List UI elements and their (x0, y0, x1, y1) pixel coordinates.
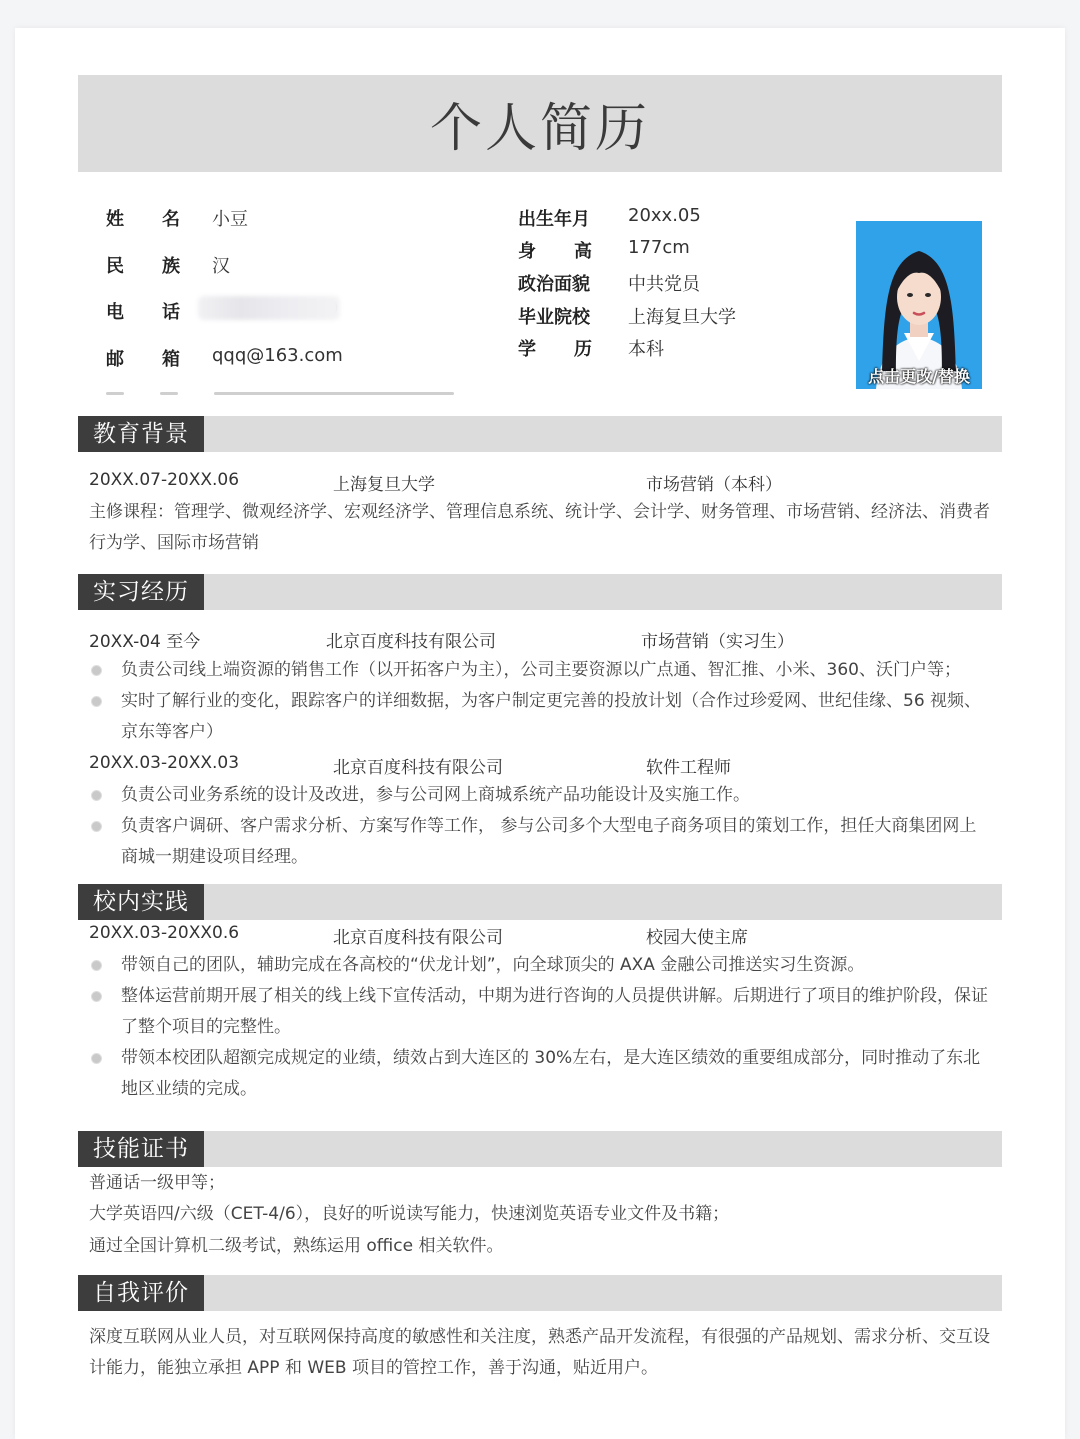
section-skills-title: 技能证书 (78, 1131, 204, 1167)
degree-label-char-2: 历 (574, 339, 592, 360)
education-courses: 主修课程：管理学、微观经济学、宏观经济学、管理信息系统、统计学、会计学、财务管理、市场营销、经济法、消费者行为学、国际市场营销 (89, 502, 990, 553)
campus-bullet-1-text: 带领自己的团队，辅助完成在各高校的“伏龙计划”，向全球顶尖的 AXA 金融公司推送实习生资源。 (121, 955, 865, 975)
job-1-bullet-1-text: 负责公司线上端资源的销售工作（以开拓客户为主），公司主要资源以广点通、智汇推、小米、360、沃门户等； (121, 660, 961, 680)
height-label (518, 237, 592, 263)
name-value: 小豆 (212, 209, 248, 230)
name-label-char-2: 名 (162, 209, 180, 230)
campus-bullet-1 (89, 950, 991, 981)
job-1-period: 20XX-04 至今 (89, 632, 201, 652)
section-self-title: 自我评价 (78, 1275, 204, 1311)
section-self (78, 1275, 1002, 1311)
education-major: 市场营销（本科） (646, 475, 782, 495)
skills-line-3: 通过全国计算机二级考试，熟练运用 office 相关软件。 (89, 1236, 504, 1256)
clipped-info-row (98, 388, 478, 396)
email-label-char-1: 邮 (106, 349, 124, 370)
name-label (106, 205, 180, 231)
phone-label-char-2: 话 (162, 302, 180, 323)
bullet-dot-icon (91, 821, 102, 832)
bullet-dot-icon (91, 790, 102, 801)
campus-period: 20XX.03-20XX0.6 (89, 923, 240, 943)
school-value: 上海复旦大学 (628, 307, 736, 328)
job-1-role: 市场营销（实习生） (641, 632, 794, 652)
job-2-bullet-1-text: 负责公司业务系统的设计及改进，参与公司网上商城系统产品功能设计及实施工作。 (121, 785, 750, 805)
degree-label (518, 335, 592, 361)
page-title: 个人简历 (429, 99, 650, 159)
section-education (78, 416, 1002, 452)
job-2-bullet-2-text: 负责客户调研、客户需求分析、方案写作等工作， 参与公司多个大型电子商务项目的策划工作，担任大商集团网上商城一期建设项目经理。 (121, 816, 977, 867)
job-1-bullet-1 (89, 655, 991, 686)
campus-bullet-3 (89, 1043, 991, 1105)
phone-redaction (198, 296, 340, 320)
school-label: 毕业院校 (518, 307, 590, 328)
campus-role: 校园大使主席 (646, 928, 748, 948)
bullet-dot-icon (91, 960, 102, 971)
bullet-dot-icon (91, 665, 102, 676)
section-campus (78, 884, 1002, 920)
job-2-company: 北京百度科技有限公司 (333, 758, 503, 778)
title-banner (78, 75, 1002, 172)
degree-value: 本科 (628, 339, 664, 360)
job-2-period: 20XX.03-20XX.03 (89, 753, 240, 773)
bullet-dot-icon (91, 991, 102, 1002)
email-label-char-2: 箱 (162, 349, 180, 370)
height-label-char-2: 高 (574, 241, 592, 262)
job-1-company: 北京百度科技有限公司 (326, 632, 496, 652)
job-1-bullet-2 (89, 686, 991, 748)
campus-bullet-2 (89, 981, 991, 1043)
bullet-dot-icon (91, 696, 102, 707)
phone-label (106, 298, 180, 324)
campus-bullet-3-text: 带领本校团队超额完成规定的业绩，绩效占到大连区的 30%左右，是大连区绩效的重要组成部分，同时推动了东北地区业绩的完成。 (121, 1048, 981, 1099)
section-internship-title: 实习经历 (78, 574, 204, 610)
skills-line-1: 普通话一级甲等； (89, 1173, 225, 1193)
birth-label: 出生年月 (518, 209, 590, 230)
photo-replace-caption[interactable]: 点击更改/替换 (868, 367, 970, 386)
email-value: qqq@163.com (212, 345, 343, 366)
height-value: 177cm (628, 237, 690, 258)
job-2-bullet-1 (89, 780, 991, 811)
ethnicity-value: 汉 (212, 256, 230, 277)
degree-label-char-1: 学 (518, 339, 536, 360)
height-label-char-1: 身 (518, 241, 536, 262)
ethnicity-label (106, 252, 180, 278)
job-2-role: 软件工程师 (646, 758, 731, 778)
ethnicity-label-char-1: 民 (106, 256, 124, 277)
name-label-char-1: 姓 (106, 209, 124, 230)
education-period: 20XX.07-20XX.06 (89, 470, 240, 490)
profile-photo[interactable] (856, 221, 982, 389)
political-label: 政治面貌 (518, 274, 590, 295)
political-value: 中共党员 (628, 274, 700, 295)
section-internship (78, 574, 1002, 610)
section-skills (78, 1131, 1002, 1167)
campus-company: 北京百度科技有限公司 (333, 928, 503, 948)
section-campus-title: 校内实践 (78, 884, 204, 920)
education-school: 上海复旦大学 (333, 475, 435, 495)
ethnicity-label-char-2: 族 (162, 256, 180, 277)
self-evaluation-text: 深度互联网从业人员，对互联网保持高度的敏感性和关注度，熟悉产品开发流程，有很强的产品规划、需求分析、交互设计能力，能独立承担 APP 和 WEB 项目的管控工作，善于沟通，贴近用户。 (89, 1327, 990, 1378)
job-1-bullet-2-text: 实时了解行业的变化，跟踪客户的详细数据，为客户制定更完善的投放计划（合作过珍爱网、世纪佳缘、56 视频、京东等客户） (121, 691, 982, 742)
phone-label-char-1: 电 (106, 302, 124, 323)
skills-line-2: 大学英语四/六级（CET-4/6），良好的听说读写能力，快速浏览英语专业文件及书籍； (89, 1204, 730, 1224)
birth-value: 20xx.05 (628, 205, 701, 226)
job-2-bullet-2 (89, 811, 991, 873)
campus-bullet-2-text: 整体运营前期开展了相关的线上线下宣传活动，中期为进行咨询的人员提供讲解。后期进行了项目的维护阶段，保证了整个项目的完整性。 (121, 986, 988, 1037)
email-label (106, 345, 180, 371)
section-education-title: 教育背景 (78, 416, 204, 452)
bullet-dot-icon (91, 1053, 102, 1064)
